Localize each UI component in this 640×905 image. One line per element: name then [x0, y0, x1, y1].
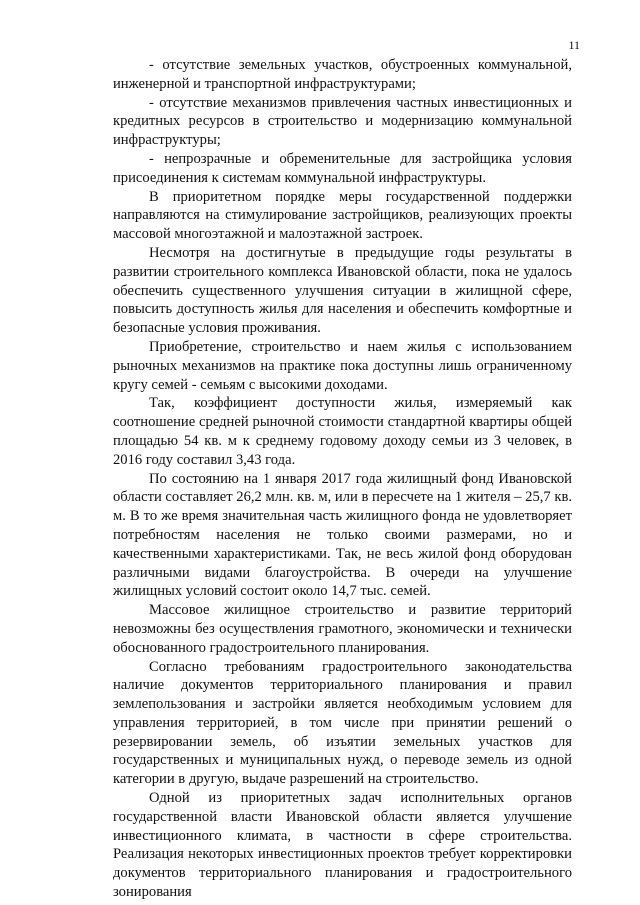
- paragraph-planning-legislation: Согласно требованиям градостроительного законодательства наличие документов территориального планирования и правил землепользования и застройки является необходимым условием для управления территорией, в том числе при принятии решений о резервировании земель, об изъятии земельных участков для государственных и муниципальных нужд, о переводе земель из одной категории в другую, выдаче разрешений на строительство.: [113, 658, 572, 788]
- page-number: 11: [568, 38, 580, 52]
- paragraph-urban-planning: Массовое жилищное строительство и развитие территорий невозможны без осуществления грамотного, экономически и технически обоснованного градостроительного планирования.: [113, 602, 572, 656]
- paragraph-market-mechanisms: Приобретение, строительство и наем жилья с использованием рыночных механизмов на практике пока доступны лишь ограниченному кругу семей - семьям с высокими доходами.: [113, 338, 572, 393]
- paragraph-investment-climate: Одной из приоритетных задач исполнительных органов государственной власти Ивановской области является улучшение инвестиционного климата, в частности в сфере строительства. Реализация некоторых инвестиционных проектов требует корректировки документов территориального планирования и градостроительного зонирования: [113, 790, 572, 901]
- paragraph-affordability-coefficient: Так, коэффициент доступности жилья, измеряемый как соотношение средней рыночной стоимости стандартной квартиры общей площадью 54 кв. м к среднему годовому доходу семьи из 3 человек, в 2016 году составил 3,43 года.: [113, 395, 572, 468]
- paragraph-state-support: В приоритетном порядке меры государственной поддержки направляются на стимулирование застройщиков, реализующих проекты массовой многоэтажной и малоэтажной застроек.: [113, 188, 572, 243]
- paragraph-connection-conditions: - непрозрачные и обременительные для застройщика условия присоединения к системам коммунальной инфраструктуры.: [113, 150, 572, 186]
- paragraph-housing-results: Несмотря на достигнутые в предыдущие годы результаты в развитии строительного комплекса Ивановской области, пока не удалось обеспечить существенного улучшения ситуации в жилищной сфере, повысить доступность жилья для населения и обеспечить комфортные и безопасные условия проживания.: [113, 244, 572, 337]
- paragraph-no-investment-mechanisms: - отсутствие механизмов привлечения частных инвестиционных и кредитных ресурсов в строительство и модернизацию коммунальной инфраструктуры;: [113, 94, 572, 149]
- paragraph-no-land-plots: - отсутствие земельных участков, обустроенных коммунальной, инженерной и транспортной инфраструктурами;: [113, 57, 572, 92]
- document-body: [113, 56, 572, 902]
- paragraph-housing-stock: По состоянию на 1 января 2017 года жилищный фонд Ивановской области составляет 26,2 млн. кв. м, или в пересчете на 1 жителя – 25,7 кв. м. В то же время значительная часть жилищного фонда не удовлетворяет потребностям населения не только своими размерами, но и качественными характеристиками. Так, не весь жилой фонд оборудован различными видами благоустройства. В очереди на улучшение жилищных условий состоит около 14,7 тыс. семей.: [113, 470, 572, 600]
